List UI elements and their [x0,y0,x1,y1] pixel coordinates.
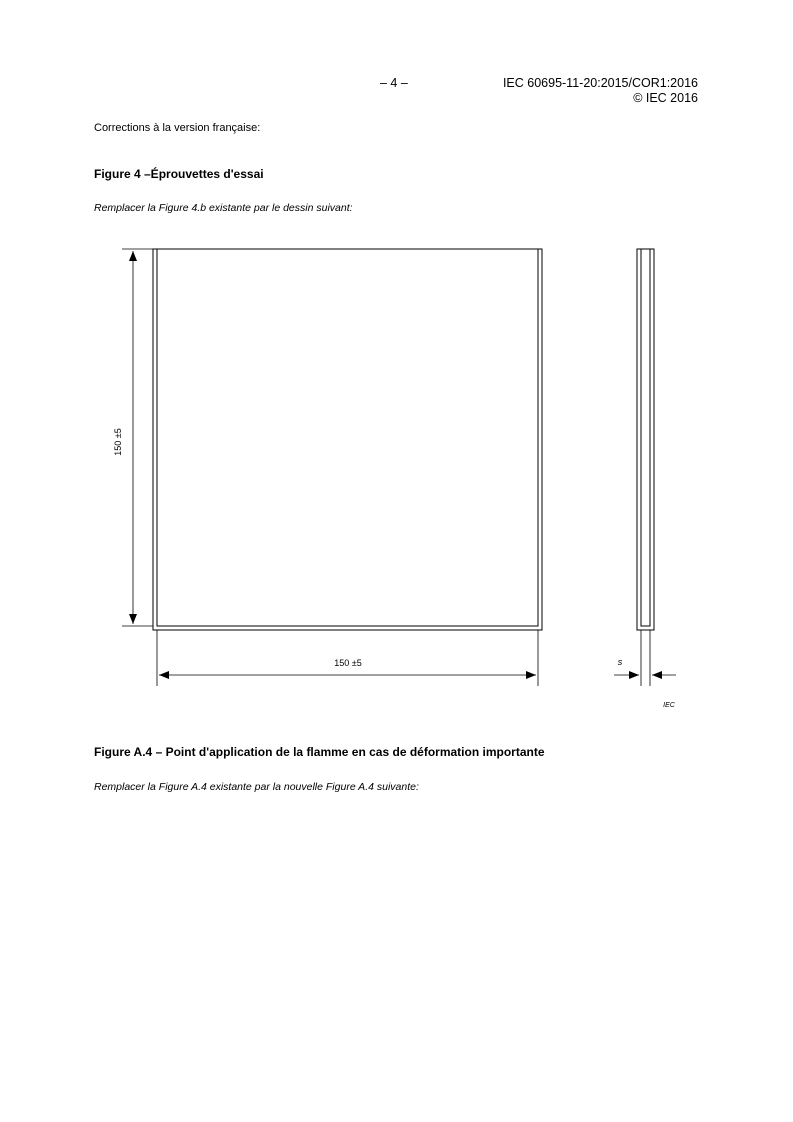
height-label: 150 ±5 [113,428,123,456]
document-id: IEC 60695-11-20:2015/COR1:2016 [502,76,698,90]
figure-4-instruction: Remplacer la Figure 4.b existante par le dessin suivant: [94,202,353,214]
width-label: 150 ±5 [334,658,362,668]
specimen-side-view [637,249,654,630]
thickness-dimension [614,630,676,686]
specimen-front-view [153,249,542,630]
page-number: – 4 – [380,76,408,90]
intro-text: Corrections à la version française: [94,122,261,134]
copyright-notice: © IEC 2016 [633,91,698,105]
figure-4-title: Figure 4 –Éprouvettes d'essai [94,167,264,181]
height-dimension [122,249,153,626]
figure-a4-title: Figure A.4 – Point d'application de la flamme en cas de déformation importante [94,745,545,759]
figure-a4-instruction: Remplacer la Figure A.4 existante par la nouvelle Figure A.4 suivante: [94,781,419,793]
thickness-label: s [617,657,623,667]
iec-mark: IEC [663,702,675,709]
